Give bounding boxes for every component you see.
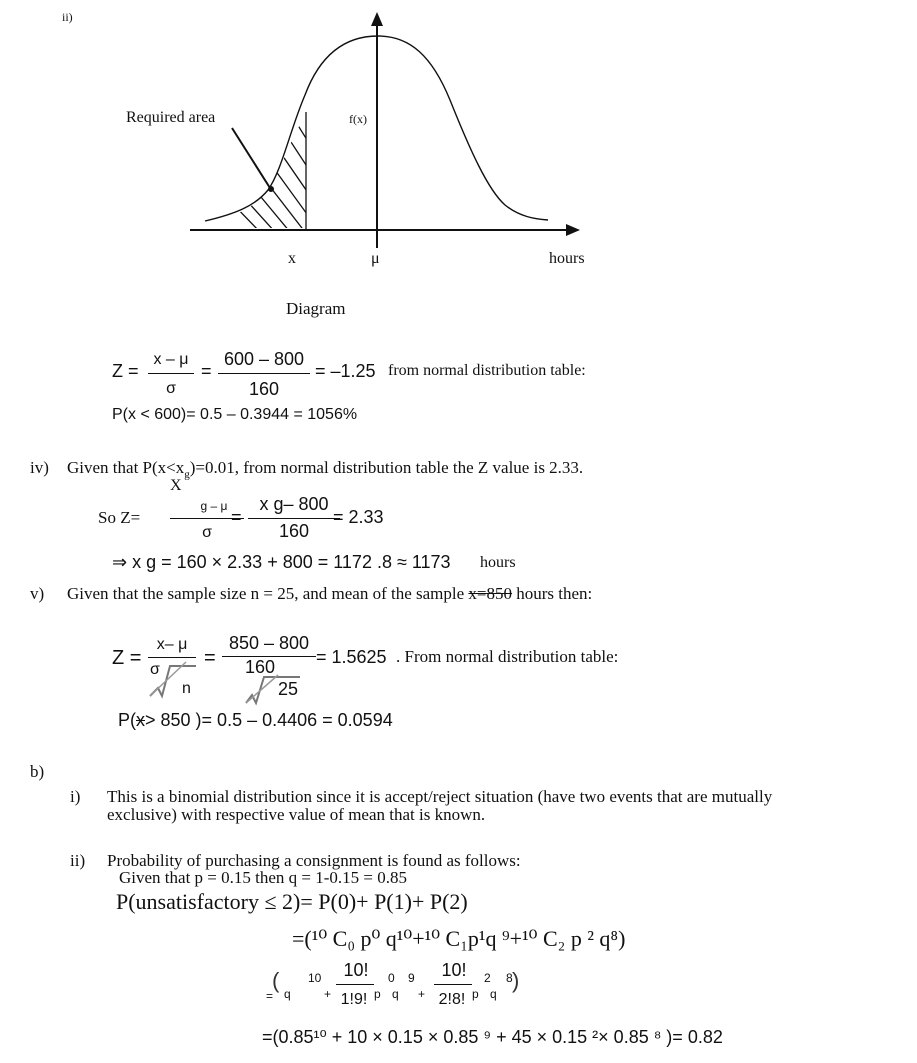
v-tail-text: . From normal distribution table:	[396, 647, 619, 666]
v-den-symbolic: σ	[150, 661, 160, 678]
z-den-symbolic: σ	[166, 380, 176, 397]
iv-num-symbolic: g – μ	[200, 499, 228, 513]
fact-prefix: =	[266, 989, 274, 1003]
z-num-symbolic: x – μ	[153, 351, 189, 368]
v-given-text: Given that the sample size n = 25, and mean of the sample x=850 hours then:	[67, 584, 593, 603]
z-tail-text: from normal distribution table:	[388, 362, 586, 379]
iv-result: = 2.33	[333, 507, 384, 527]
b-i-label: i)	[70, 787, 81, 806]
normal-distribution-diagram	[0, 0, 917, 300]
b-ii-text-1: Probability of purchasing a consignment is found as follows:	[107, 851, 521, 870]
b-ii-text-2: Given that p = 0.15 then q = 1-0.15 = 0.85	[119, 868, 407, 887]
b-i-text-1: This is a binomial distribution since it is accept/reject situation (have two events that are mutually	[107, 787, 773, 806]
iv-den-value: 160	[278, 521, 310, 541]
iv-num-value: x g– 800	[259, 494, 329, 514]
v-den-value: 160	[244, 657, 276, 677]
z-num-value: 600 – 800	[223, 349, 305, 369]
v-sqrt-n-sign	[148, 660, 208, 700]
iv-given-text: Given that $P(x<x_g)=0.01$, from normal distribution table the Z value is 2.33.	[67, 458, 584, 481]
mu-label: μ	[371, 250, 380, 267]
fact-2-den: 2!8!	[438, 991, 466, 1008]
diagram-caption: Diagram	[286, 299, 346, 318]
z-result: = –1.25	[315, 361, 376, 381]
b-ii-label: ii)	[70, 851, 86, 870]
v-sqrt-n: n	[182, 680, 191, 697]
required-area-pointer	[232, 128, 270, 188]
required-area-label: Required area	[126, 109, 216, 126]
vertical-axis-arrow	[371, 12, 383, 26]
fact-2-num: 10!	[441, 960, 467, 980]
section-label-ii: ii)	[62, 10, 73, 24]
v-z-lhs: Z =	[112, 647, 142, 669]
p-unsatisfactory-line: P(unsatisfactory ≤ 2)= P(0)+ P(1)+ P(2)	[116, 889, 468, 914]
v-num-symbolic: x– μ	[156, 636, 188, 653]
v-num-value: 850 – 800	[228, 633, 310, 653]
final-probability-line: =(0.85¹⁰ + 10 × 0.15 × 0.85 ⁹ + 45 × 0.15 ²× 0.85 ⁸ )= 0.82	[262, 1027, 723, 1047]
v-label: v)	[30, 584, 45, 603]
b-label: b)	[30, 762, 45, 781]
iv-label: iv)	[30, 458, 49, 477]
iv-xbar: X	[170, 477, 182, 494]
b-i-text-2: exclusive) with respective value of mean that is known.	[107, 805, 486, 824]
prob-line-iii: P(x < 600)= 0.5 – 0.3944 = 1056%	[112, 406, 358, 423]
fact-1-num: 10!	[343, 960, 369, 980]
iv-conclusion: ⇒ x g = 160 × 2.33 + 800 = 1172 .8 ≈ 1173	[112, 552, 451, 572]
x-axis-x-label: x	[288, 250, 296, 267]
v-sqrt-25: 25	[278, 679, 299, 699]
combination-line: =(¹⁰ C₀ p⁰ q¹⁰+¹⁰ C₁p¹q ⁹+¹⁰ C₂ p ² q⁸)	[292, 926, 626, 951]
iv-so-z: So Z=	[98, 508, 141, 527]
iv-den-symbolic: σ	[202, 524, 212, 541]
v-result: = 1.5625	[316, 647, 387, 667]
z-lhs: Z =	[112, 361, 139, 381]
v-prob-line: P(x> 850 )= 0.5 – 0.4406 = 0.0594	[118, 710, 393, 730]
horizontal-axis-arrow	[566, 224, 580, 236]
hours-label: hours	[549, 250, 585, 267]
z-den-value: 160	[248, 379, 280, 399]
iv-hours: hours	[480, 554, 516, 571]
fx-label: f(x)	[349, 112, 367, 126]
fact-1-den: 1!9!	[340, 991, 368, 1008]
